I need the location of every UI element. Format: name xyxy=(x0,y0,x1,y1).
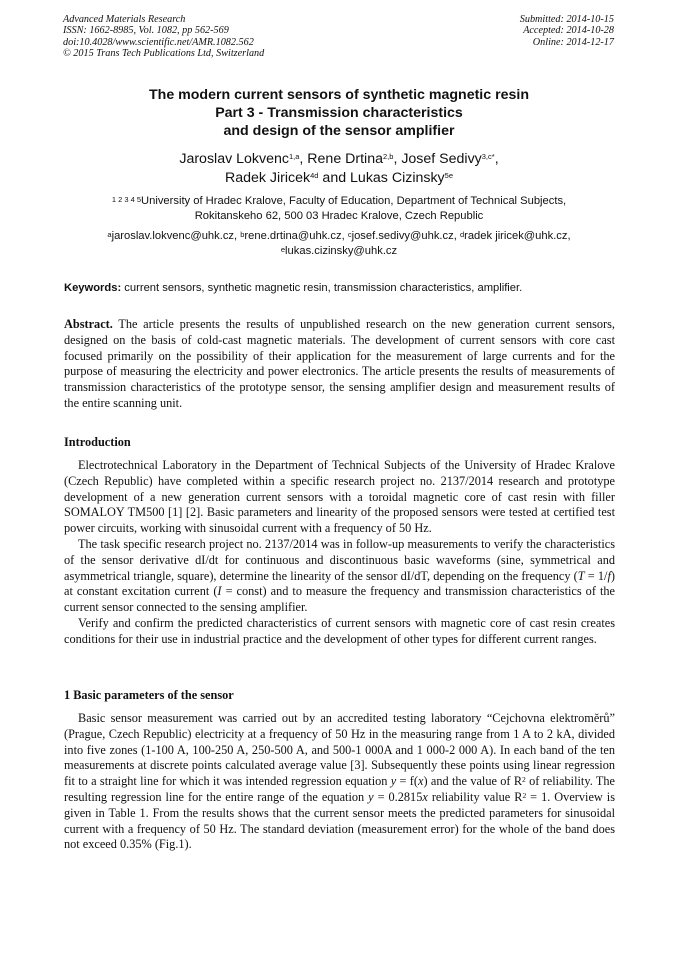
author-marker: 5e xyxy=(444,170,453,180)
paragraph: Basic sensor measurement was carried out by an accredited testing laboratory “Cejchovna elektroměrů” (Prague, Czech Republic) electricity at a frequency of 50 Hz in the measuring range from 1 A to 2 kA, divided into five zones (1-100 A, 100-250 A, 250-500 A, and 500-1 000A and 1 000-2 000 A). In each band of the ten measurements at discrete points calculated average value [3]. Subsequently these points using linear regression fit to a straight line for which it was intended regression equation y = f(x) and the value of $R^2$ of reliability. The resulting regression line for the entire range of the equation y = 0.2815x reliability value $R^2 = 1$. Overview is given in Table 1. From the results shows that the current sensor meets the predicted parameters for sinusoidal current with a frequency of 50 Hz. The standard deviation (measurement error) for the whole of the band does not exceed 0.35% (Fig.1). xyxy=(64,711,615,852)
author-name: , Rene Drtina xyxy=(299,151,383,167)
paragraph: Electrotechnical Laboratory in the Department of Technical Subjects of the University of Hradec Kralove (Czech Republic) have completed within a specific research project no. 2137/2014 research and prototype development of a new generation current sensors with a toroidal magnetic core of cast resin with filler SOMALOY TM500 [1] [2]. Basic parameters and linearity of the proposed sensors were tested at certified test power circuits, working with sinusoidal current with a frequency of 50 Hz. xyxy=(64,458,615,536)
author-emails xyxy=(60,229,618,259)
email-marker: d xyxy=(459,230,465,239)
author-marker: 2,b xyxy=(383,152,394,161)
email-marker: c xyxy=(347,230,352,239)
abstract-text: The article presents the results of unpublished research on the new generation current sensors, designed on the basis of cold-cast magnetic materials. The development of current sensors with core cast focused primarily on the possibility of their application for the measurement of large currents and for the purpose of measuring the electricity and power electronics. The article presents the results of measurements of transmission characteristics of the prototype sensor, the sensing amplifier design and measurement results of the entire scanning unit. xyxy=(64,317,615,410)
author-marker: 4d xyxy=(310,170,319,180)
email-link[interactable]: rene.drtina@uhk.cz, xyxy=(244,230,348,242)
email-link[interactable]: josef.sedivy@uhk.cz, xyxy=(351,230,460,242)
submission-dates xyxy=(520,14,614,48)
affiliation-line-1: University of Hradec Kralove, Faculty of Education, Department of Technical Subjects, xyxy=(141,195,567,207)
issn-line: ISSN: 1662-8985, Vol. 1082, pp 562-569 xyxy=(63,25,229,37)
email-marker: a xyxy=(107,230,112,239)
email-link[interactable]: radek jiricek@uhk.cz, xyxy=(464,230,571,242)
author-name: and Lukas Cizinsky xyxy=(318,169,445,186)
author-name: , Josef Sedivy xyxy=(393,151,482,167)
email-marker: b xyxy=(240,230,245,239)
abstract-label: Abstract. xyxy=(64,317,113,331)
affiliation-marker: 1 2 3 4 5 xyxy=(111,195,142,204)
author-separator: , xyxy=(494,151,499,167)
paragraph: Verify and confirm the predicted characteristics of current sensors with magnetic core of cast resin creates conditions for their use in industrial practice and the development of other types for different current ranges. xyxy=(64,615,615,646)
copyright-line: © 2015 Trans Tech Publications Ltd, Switzerland xyxy=(63,47,265,59)
submitted-date: Submitted: 2014-10-15 xyxy=(519,14,614,25)
paragraph: The task specific research project no. 2137/2014 was in follow-up measurements to verify the characteristics of the sensor derivative dI/dt for continuous and discontinuous basic waveforms (sine, symmetrical and asymmetrical triangle, square), determine the linearity of the sensor dI/dT, depending on the frequency (T = 1/f) at constant excitation current (I = const) and to measure the frequency and transmission characteristics of the current sensor connected to the sensing amplifier. xyxy=(64,536,615,615)
email-marker: e xyxy=(280,245,286,254)
title-line-1: The modern current sensors of synthetic magnetic resin xyxy=(148,87,529,103)
author-marker: 1,a xyxy=(288,152,300,161)
section-heading-basic-parameters: 1 Basic parameters of the sensor xyxy=(64,688,234,702)
accepted-date: Accepted: 2014-10-28 xyxy=(523,25,614,37)
affiliation xyxy=(60,194,618,224)
author-name: Radek Jiricek xyxy=(224,169,311,186)
keywords xyxy=(64,281,618,296)
email-link[interactable]: lukas.cizinsky@uhk.cz xyxy=(285,245,398,257)
journal-info xyxy=(63,14,264,59)
online-date: Online: 2014-12-17 xyxy=(532,36,614,48)
abstract xyxy=(64,317,615,412)
keywords-label: Keywords: xyxy=(64,282,122,294)
section-heading-introduction: Introduction xyxy=(64,435,131,449)
author-list xyxy=(60,150,618,187)
introduction-body xyxy=(64,458,615,648)
journal-name: Advanced Materials Research xyxy=(63,14,186,25)
author-name: Jaroslav Lokvenc xyxy=(179,151,289,167)
paper-title xyxy=(60,86,618,140)
author-marker: 3,c* xyxy=(481,152,495,161)
affiliation-line-2: Rokitanskeho 62, 500 03 Hradec Kralove, Czech Republic xyxy=(194,210,484,222)
title-line-2: Part 3 - Transmission characteristics xyxy=(215,105,463,121)
keywords-text: current sensors, synthetic magnetic resin, transmission characteristics, amplifier. xyxy=(121,282,523,294)
section-1-body xyxy=(64,711,615,853)
email-link[interactable]: jaroslav.lokvenc@uhk.cz, xyxy=(111,230,241,242)
title-line-3: and design of the sensor amplifier xyxy=(223,123,455,139)
doi-line: doi:10.4028/www.scientific.net/AMR.1082.562 xyxy=(63,36,254,48)
